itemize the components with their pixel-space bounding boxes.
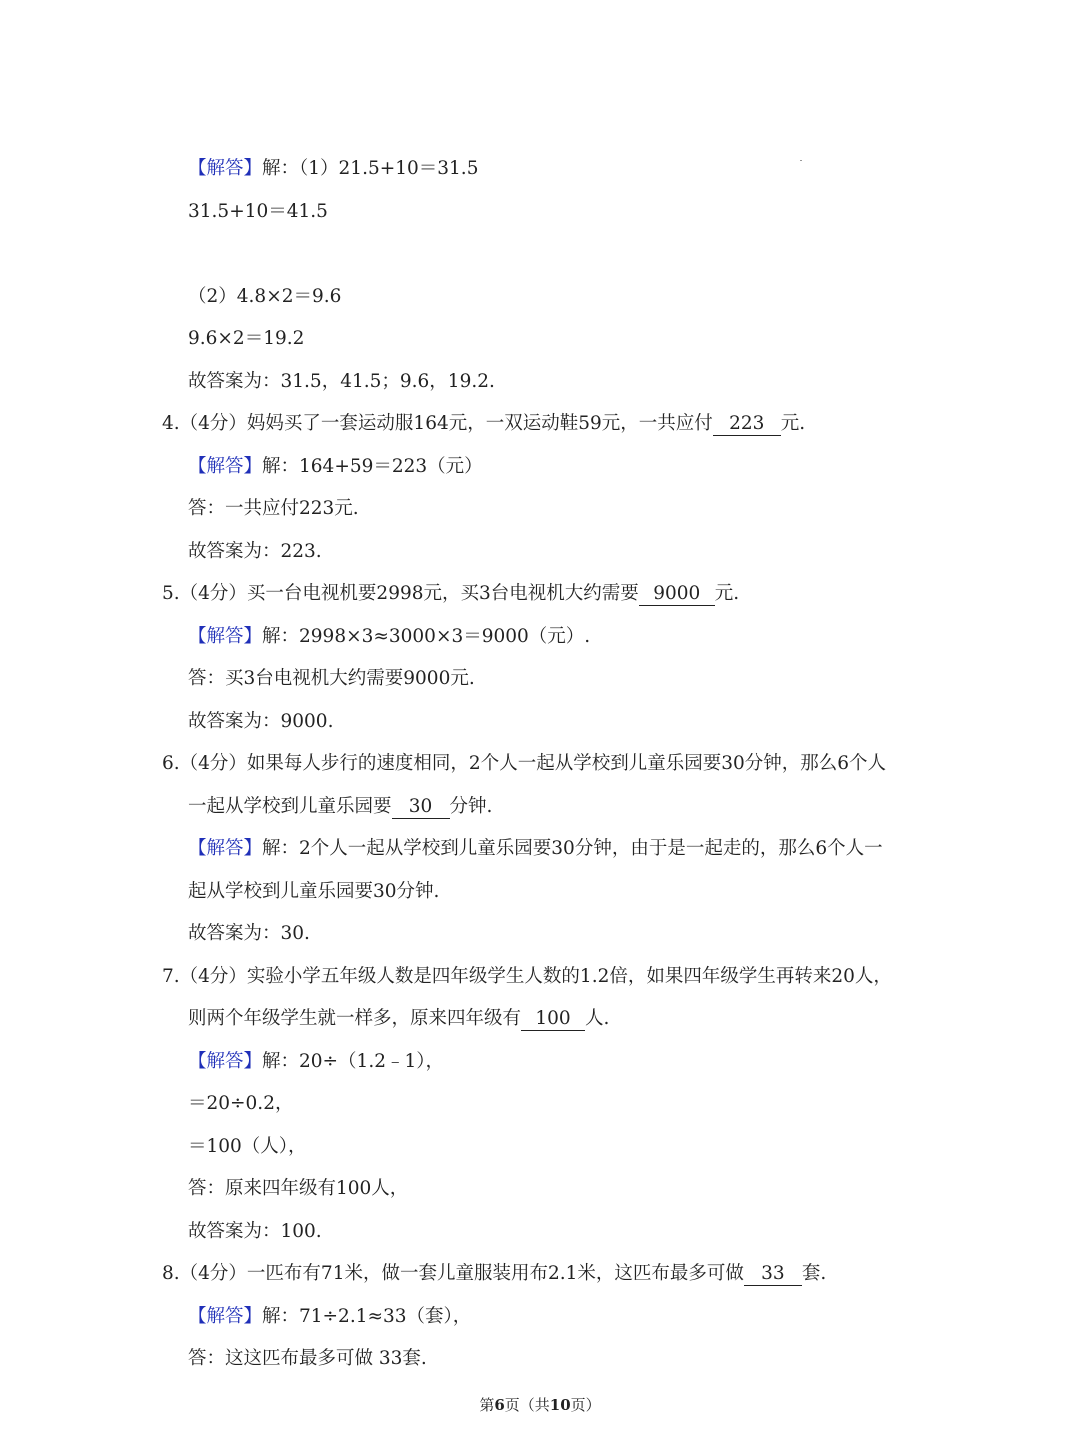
q5-solution: 【解答】解：2998×3≈3000×3＝9000（元）. — [188, 626, 591, 647]
q6-final-answer: 故答案为：30. — [188, 923, 310, 944]
q7-solution: 【解答】解：20÷（1.2﹣1）， — [188, 1051, 444, 1072]
q3-final-answer: 故答案为：31.5，41.5；9.6，19.2. — [188, 371, 495, 392]
answer-blank: 223 — [713, 413, 781, 436]
question-number: 6. — [162, 753, 180, 774]
q4-stem: 4.（4分）妈妈买了一套运动服164元，一双运动鞋59元，一共应付 223 元. — [162, 413, 806, 434]
question-number: 8. — [162, 1263, 180, 1284]
answer-blank: 9000 — [639, 583, 715, 606]
q4-answer: 答：一共应付223元. — [188, 498, 359, 519]
q7-solution-step: ＝20÷0.2， — [188, 1093, 294, 1114]
q3-line: 9.6×2＝19.2 — [188, 328, 305, 349]
solution-tag: 【解答】 — [188, 158, 263, 179]
solution-tag: 【解答】 — [188, 1306, 263, 1327]
current-page: 6 — [494, 1396, 505, 1414]
total-pages: 10 — [549, 1396, 571, 1414]
solution-tag: 【解答】 — [188, 626, 263, 647]
q3-line: （2）4.8×2＝9.6 — [188, 286, 342, 307]
q7-final-answer: 故答案为：100. — [188, 1221, 322, 1242]
question-number: 5. — [162, 583, 180, 604]
q8-stem: 8.（4分）一匹布有71米，做一套儿童服装用布2.1米，这匹布最多可做 33 套. — [162, 1263, 827, 1284]
q3-line: 31.5+10＝41.5 — [188, 201, 328, 222]
q7-solution-step: ＝100（人）， — [188, 1136, 307, 1157]
q7-stem-continued: 则两个年级学生就一样多，原来四年级有 100 人. — [188, 1008, 610, 1029]
question-number: 7. — [162, 966, 180, 987]
q6-solution: 【解答】解：2个人一起从学校到儿童乐园要30分钟，由于是一起走的，那么6个人一 — [188, 838, 883, 859]
answer-blank: 30 — [392, 796, 450, 819]
scan-speck — [800, 160, 802, 161]
solution-tag: 【解答】 — [188, 456, 263, 477]
q8-answer: 答：这这匹布最多可做 33套. — [188, 1348, 427, 1369]
answer-blank: 33 — [744, 1263, 802, 1286]
q4-final-answer: 故答案为：223. — [188, 541, 322, 562]
solution-tag: 【解答】 — [188, 1051, 263, 1072]
q3-solution-line: 【解答】解：（1）21.5+10＝31.5 — [188, 158, 479, 179]
q5-answer: 答：买3台电视机大约需要9000元. — [188, 668, 475, 689]
q4-solution: 【解答】解：164+59＝223（元） — [188, 456, 483, 477]
q6-stem-continued: 一起从学校到儿童乐园要 30 分钟. — [188, 796, 493, 817]
q7-stem: 7.（4分）实验小学五年级人数是四年级学生人数的1.2倍，如果四年级学生再转来20人， — [162, 966, 892, 987]
solution-tag: 【解答】 — [188, 838, 263, 859]
q8-solution: 【解答】解：71÷2.1≈33（套）， — [188, 1306, 472, 1327]
q5-final-answer: 故答案为：9000. — [188, 711, 334, 732]
q5-stem: 5.（4分）买一台电视机要2998元，买3台电视机大约需要 9000 元. — [162, 583, 740, 604]
question-number: 4. — [162, 413, 180, 434]
q7-answer: 答：原来四年级有100人， — [188, 1178, 409, 1199]
page-footer: 第6页（共10页） — [479, 1396, 601, 1414]
answer-blank: 100 — [521, 1008, 585, 1031]
q6-stem: 6.（4分）如果每人步行的速度相同，2个人一起从学校到儿童乐园要30分钟，那么6个人 — [162, 753, 887, 774]
q6-solution-continued: 起从学校到儿童乐园要30分钟. — [188, 881, 440, 902]
